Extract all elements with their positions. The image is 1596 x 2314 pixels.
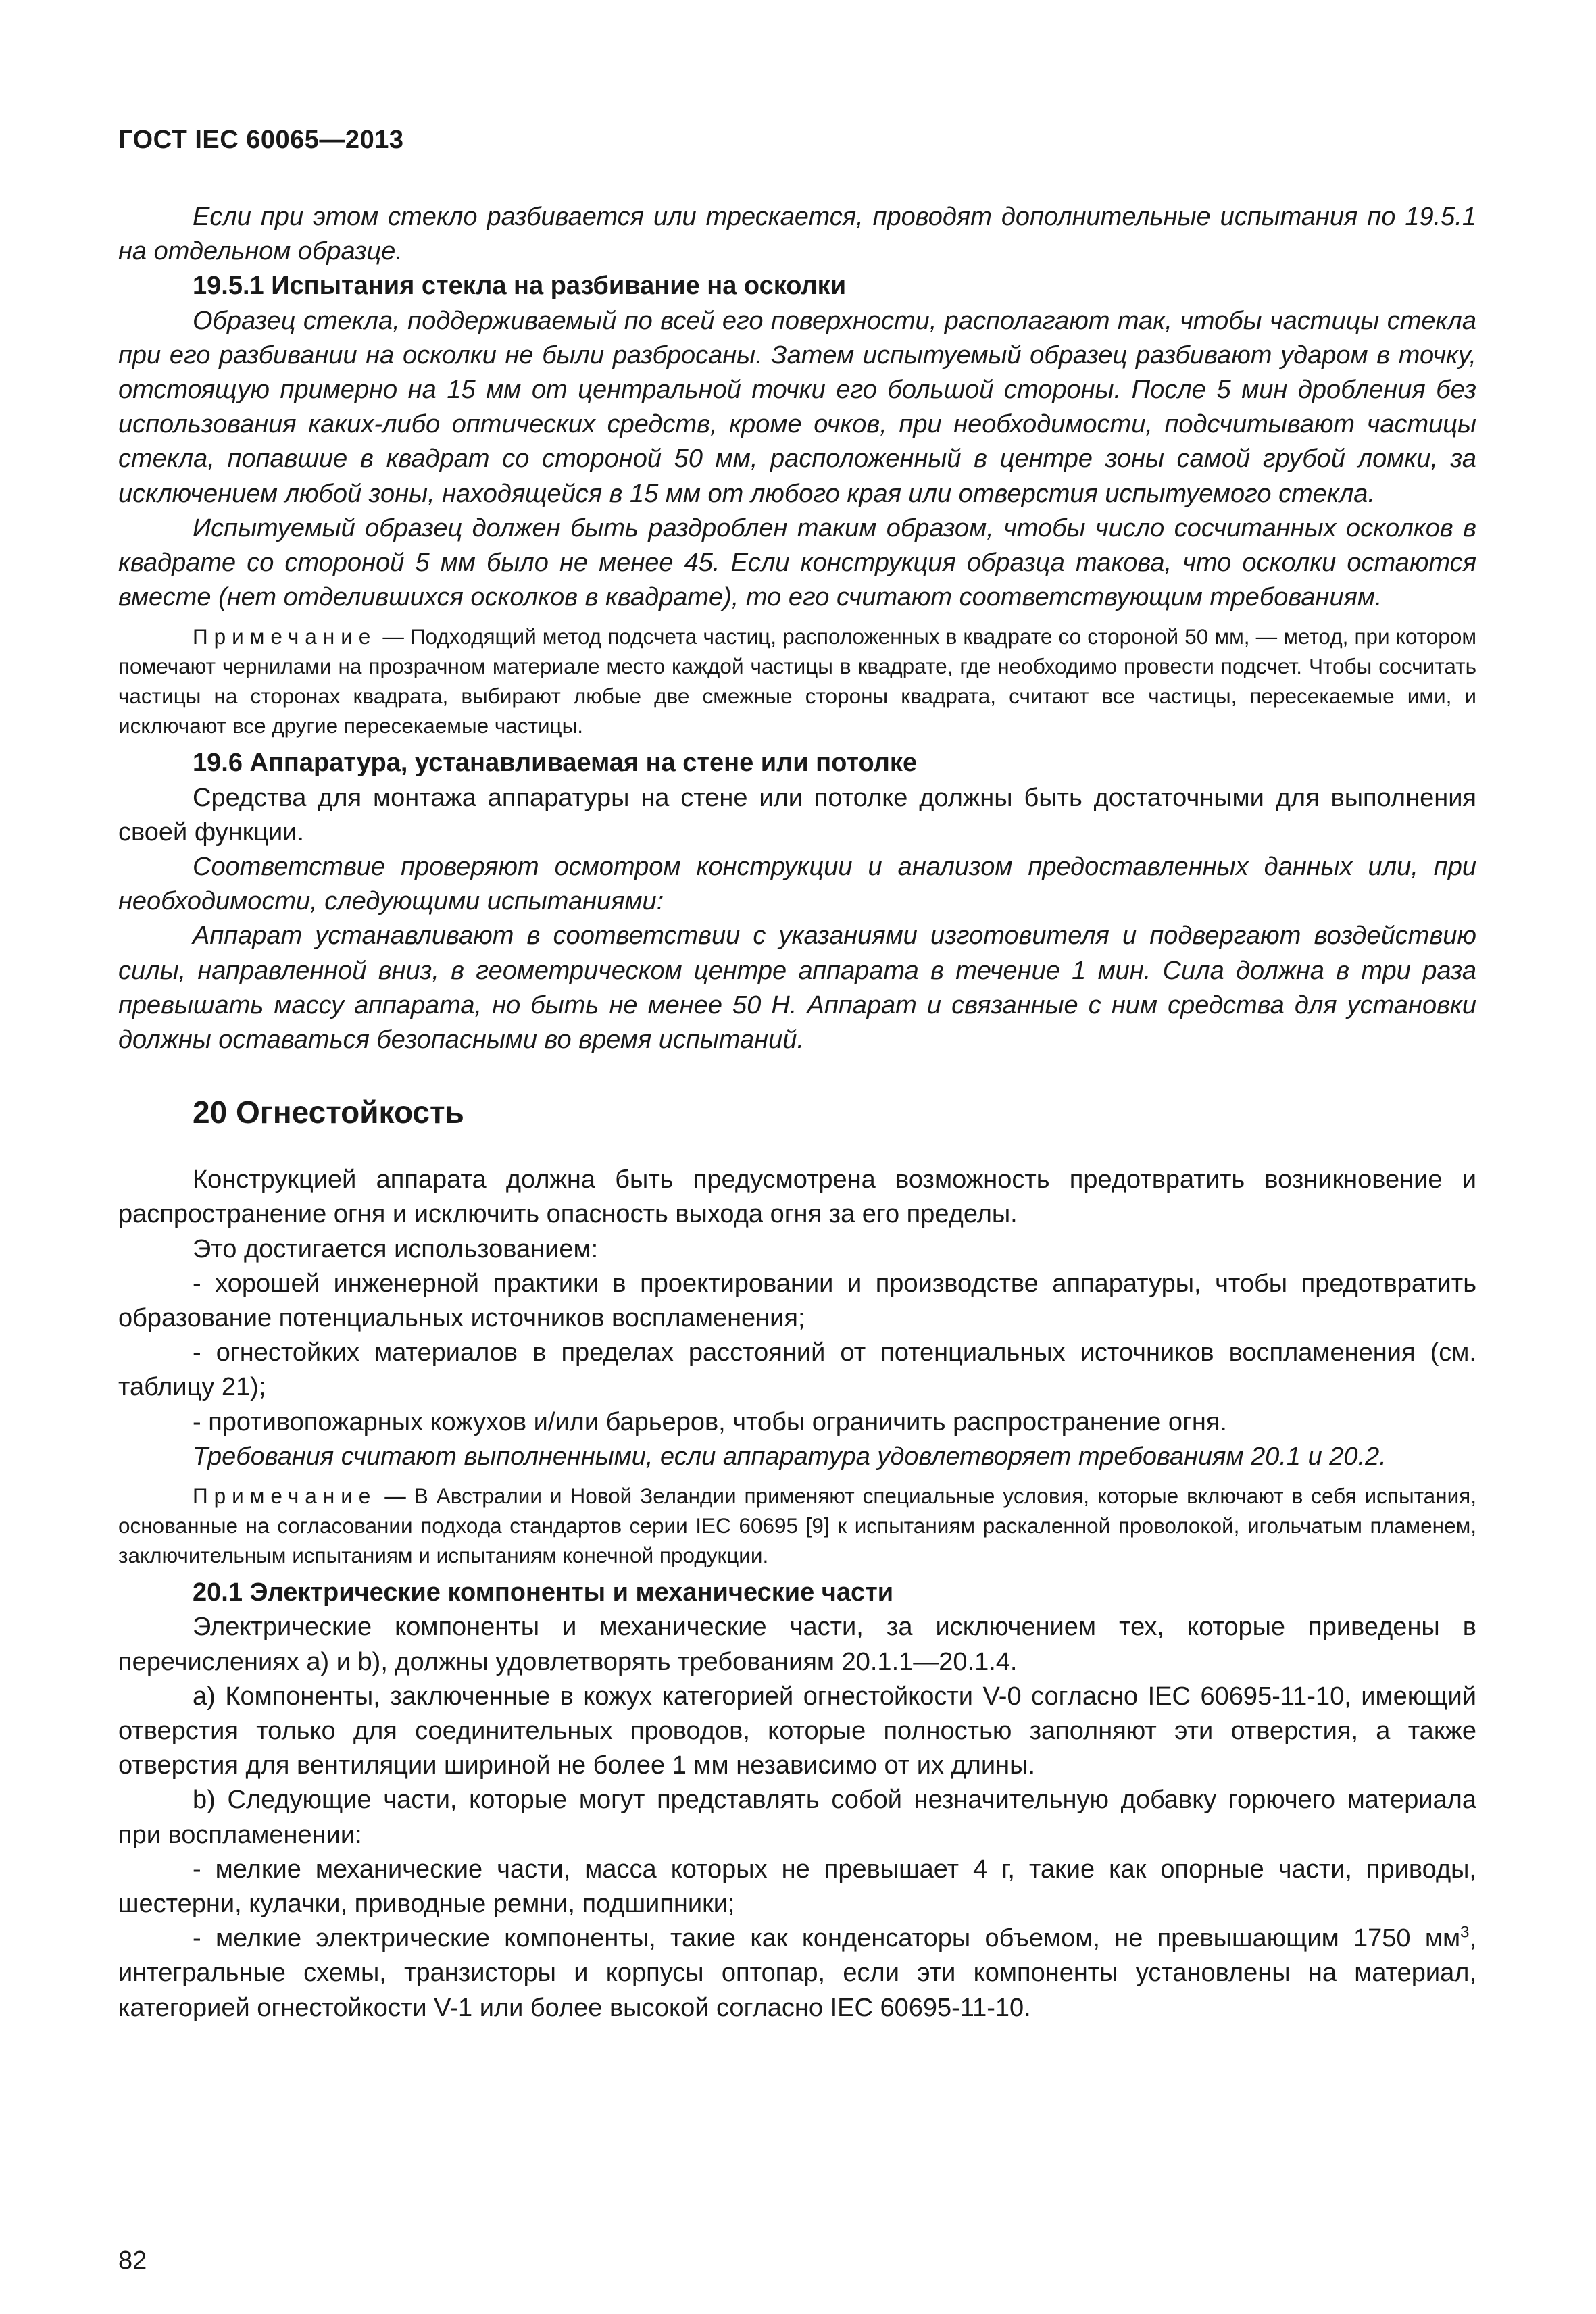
- note-particle-count: [118, 622, 1476, 740]
- note-text: — В Австралии и Новой Зеландии применяют специальные условия, которые включают в себя испытания, основанные на согласовании подхода стандартов серии IEC 60695 [9] к испытаниям раскаленной проволокой, игольчатым пламенем, заключительным испытаниям и испытаниям конечной продукции.: [118, 1484, 1476, 1568]
- note-label: Примечание: [193, 1484, 377, 1509]
- heading-20: 20 Огнестойкость: [193, 1095, 464, 1130]
- paragraph-glass-sample: Образец стекла, поддерживаемый по всей его поверхности, располагают так, чтобы частицы стекла при его разбивании на осколки не были разбросаны. Затем испытуемый образец разбивают ударом в точку, отстоящую примерно на 15 мм от центральной точки его большой стороны. После 5 мин дробления без использования каких-либо оптических средств, кроме очков, при необходимости, подсчитывают частицы стекла, попавшие в квадрат со стороной 50 мм, расположенный в центре зоны самой грубой ломки, за исключением любой зоны, находящейся в 15 мм от любого края или отверстия испытуемого стекла.: [118, 306, 1476, 508]
- list-item-electrical: [118, 1921, 1476, 2026]
- paragraph-requirements-met: Требования считают выполненными, если аппаратура удовлетворяет требованиям 20.1 и 20.2.: [193, 1442, 1387, 1471]
- electrical-text-start: - мелкие электрические компоненты, такие как конденсаторы объемом, не превышающим 1750 мм: [193, 1924, 1461, 1953]
- heading-19-5-1: 19.5.1 Испытания стекла на разбивание на осколки: [193, 272, 847, 301]
- paragraph-glass-break: Если при этом стекло разбивается или трескается, проводят дополнительные испытания по 19.5.1 на отдельном образце.: [118, 203, 1476, 266]
- note-text: — Подходящий метод подсчета частиц, расположенных в квадрате со стороной 50 мм, — метод, при котором помечают чернилами на прозрачном материале место каждой частицы в квадрате, где необходимо провести подсчет. Чтобы сосчитать частицы на сторонах квадрата, выбирают любые две смежные стороны квадрата, считают все частицы, пересекаемые ими, и исключают все другие пересекаемые частицы.: [118, 624, 1476, 738]
- list-item-enclosures: - противопожарных кожухов и/или барьеров, чтобы ограничить распространение огня.: [193, 1407, 1227, 1436]
- paragraph-components: Электрические компоненты и механические части, за исключением тех, которые приведены в перечислениях а) и b), должны удовлетворять требованиям 20.1.1—20.1.4.: [118, 1613, 1476, 1676]
- paragraph-achieved-by: Это достигается использованием:: [193, 1234, 599, 1263]
- list-item-engineering: - хорошей инженерной практики в проектировании и производстве аппаратуры, чтобы предотвратить образование потенциальных источников воспламенения;: [118, 1269, 1476, 1333]
- page-number: 82: [118, 2246, 147, 2275]
- document-header: ГОСТ IEC 60065—2013: [118, 126, 404, 154]
- list-item-mechanical: - мелкие механические части, масса которых не превышает 4 г, такие как опорные части, приводы, шестерни, кулачки, приводные ремни, подшипники;: [118, 1855, 1476, 1918]
- note-australia: [118, 1481, 1476, 1570]
- paragraph-compliance-check: Соответствие проверяют осмотром конструкции и анализом предоставленных данных или, при необходимости, следующими испытаниями:: [118, 853, 1476, 916]
- note-label: Примечание: [193, 624, 377, 649]
- paragraph-fire-design: Конструкцией аппарата должна быть предусмотрена возможность предотвратить возникновение и распространение огня и исключить опасность выхода огня за его пределы.: [118, 1165, 1476, 1229]
- list-item-b: b) Следующие части, которые могут представлять собой незначительную добавку горючего материала при воспламенении:: [118, 1786, 1476, 1849]
- paragraph-mounting: Средства для монтажа аппаратуры на стене или потолке должны быть достаточными для выполнения своей функции.: [118, 783, 1476, 847]
- heading-19-6: 19.6 Аппаратура, устанавливаемая на стене или потолке: [193, 749, 918, 778]
- superscript-3: 3: [1460, 1923, 1470, 1942]
- list-item-a: а) Компоненты, заключенные в кожух категорией огнестойкости V-0 согласно IEC 60695-11-10, имеющий отверстия только для соединительных проводов, которые полностью заполняют эти отверстия, а также отверстия для вентиляции шириной не более 1 мм независимо от их длины.: [118, 1682, 1476, 1780]
- page-body: [118, 200, 1476, 2026]
- heading-20-1: 20.1 Электрические компоненты и механические части: [193, 1578, 894, 1607]
- list-item-materials: - огнестойких материалов в пределах расстояний от потенциальных источников воспламенения (см. таблицу 21);: [118, 1338, 1476, 1402]
- paragraph-fragment-count: Испытуемый образец должен быть раздроблен таким образом, чтобы число сосчитанных осколков в квадрате со стороной 5 мм было не менее 45. Если конструкция образца такова, что осколки остаются вместе (нет отделившихся осколков в квадрате), то его считают соответствующим требованиям.: [118, 513, 1476, 612]
- paragraph-force-test: Аппарат устанавливают в соответствии с указаниями изготовителя и подвергают воздействию силы, направленной вниз, в геометрическом центре аппарата в течение 1 мин. Сила должна в три раза превышать массу аппарата, но быть не менее 50 Н. Аппарат и связанные с ним средства для установки должны оставаться безопасными во время испытаний.: [118, 922, 1476, 1055]
- electrical-text-end: , интегральные схемы, транзисторы и корпусы оптопар, если эти компоненты установлены на материал, категорией огнестойкости V-1 или более высокой согласно IEC 60695-11-10.: [118, 1924, 1476, 2022]
